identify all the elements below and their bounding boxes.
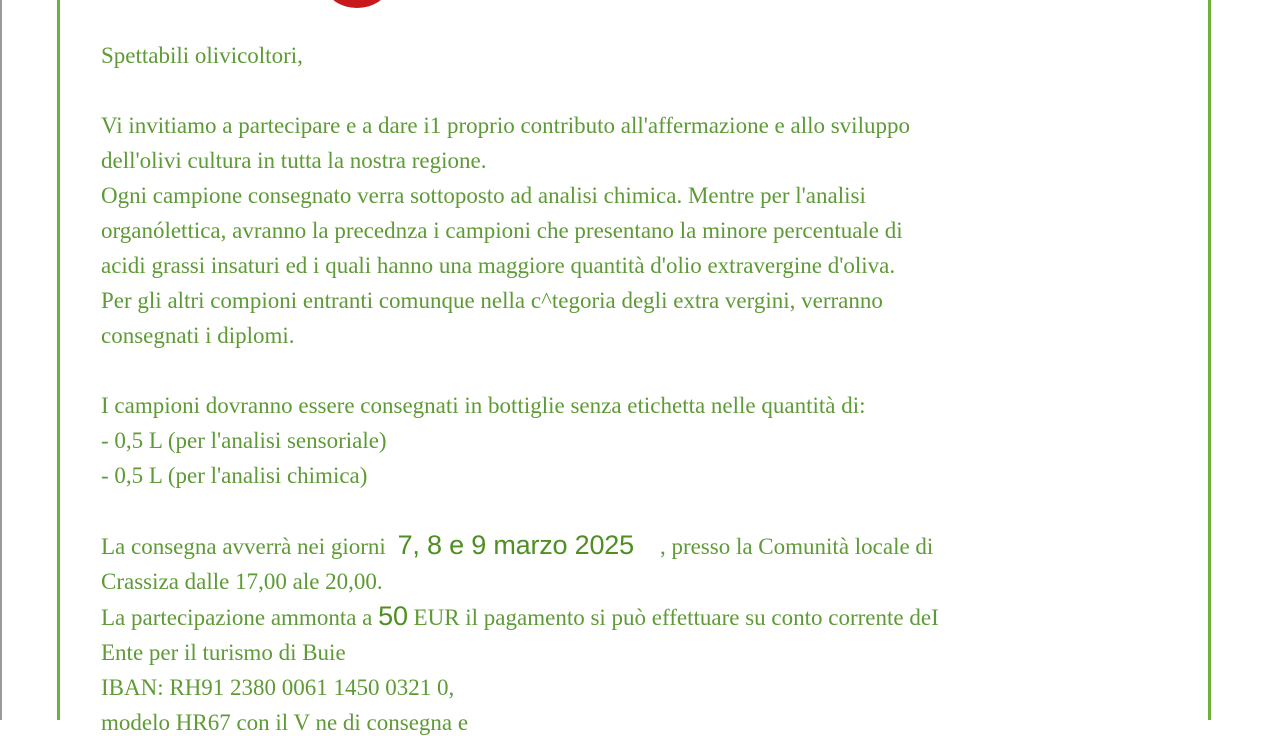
iban: IBAN: RH91 2380 0061 1450 0321 0,	[101, 675, 455, 700]
paragraph-line: Per gli altri compioni entranti comunque nella c^tegoria degli extra vergini, verranno	[101, 288, 883, 313]
paragraph-line: organólettica, avranno la precednza i campioni che presentano la minore percentuale di	[101, 218, 903, 243]
scan-edge	[0, 0, 2, 720]
sample-item: - 0,5 L (per l'analisi chimica)	[101, 463, 368, 488]
greeting: Spettabili olivicoltori,	[101, 43, 303, 68]
fee-payment-text: EUR il pagamento si può effettuare su conto corrente deI	[413, 605, 939, 630]
paragraph-line: Ogni campione consegnato verra sottoposto ad analisi chimica. Mentre per l'analisi	[101, 183, 866, 208]
sample-item: - 0,5 L (per l'analisi sensoriale)	[101, 428, 387, 453]
cut-off-line: modelo HR67 con il V ne di consegna e	[101, 710, 469, 735]
delivery-dates: 7, 8 e 9 marzo 2025	[397, 530, 634, 560]
green-border-left	[57, 0, 60, 720]
samples-intro: I campioni dovranno essere consegnati in bottiglie senza etichetta nelle quantità di:	[101, 393, 866, 418]
paragraph-line: dell'olivi cultura in tutta la nostra regione.	[101, 148, 487, 173]
paragraph-line: acidi grassi insaturi ed i quali hanno una maggiore quantità d'olio extravergine d'oliva.	[101, 253, 896, 278]
fee-text: La partecipazione ammonta a	[101, 605, 373, 630]
delivery-line	[101, 528, 1181, 564]
delivery-hours: Crassiza dalle 17,00 ale 20,00.	[101, 569, 383, 594]
green-border-right	[1208, 0, 1211, 720]
fee-recipient: Ente per il turismo di Buie	[101, 640, 346, 665]
fee-line	[101, 599, 1181, 635]
delivery-place: , presso la Comunità locale di	[659, 534, 934, 559]
letter-body	[101, 38, 1181, 705]
paragraph-line: consegnati i diplomi.	[101, 323, 295, 348]
paragraph-line: Vi invitiamo a partecipare e a dare i1 proprio contributo all'affermazione e allo sviluppo	[101, 113, 910, 138]
red-logo-fragment	[328, 0, 386, 8]
fee-amount: 50	[378, 601, 408, 631]
delivery-text: La consegna avverrà nei giorni	[101, 534, 386, 559]
